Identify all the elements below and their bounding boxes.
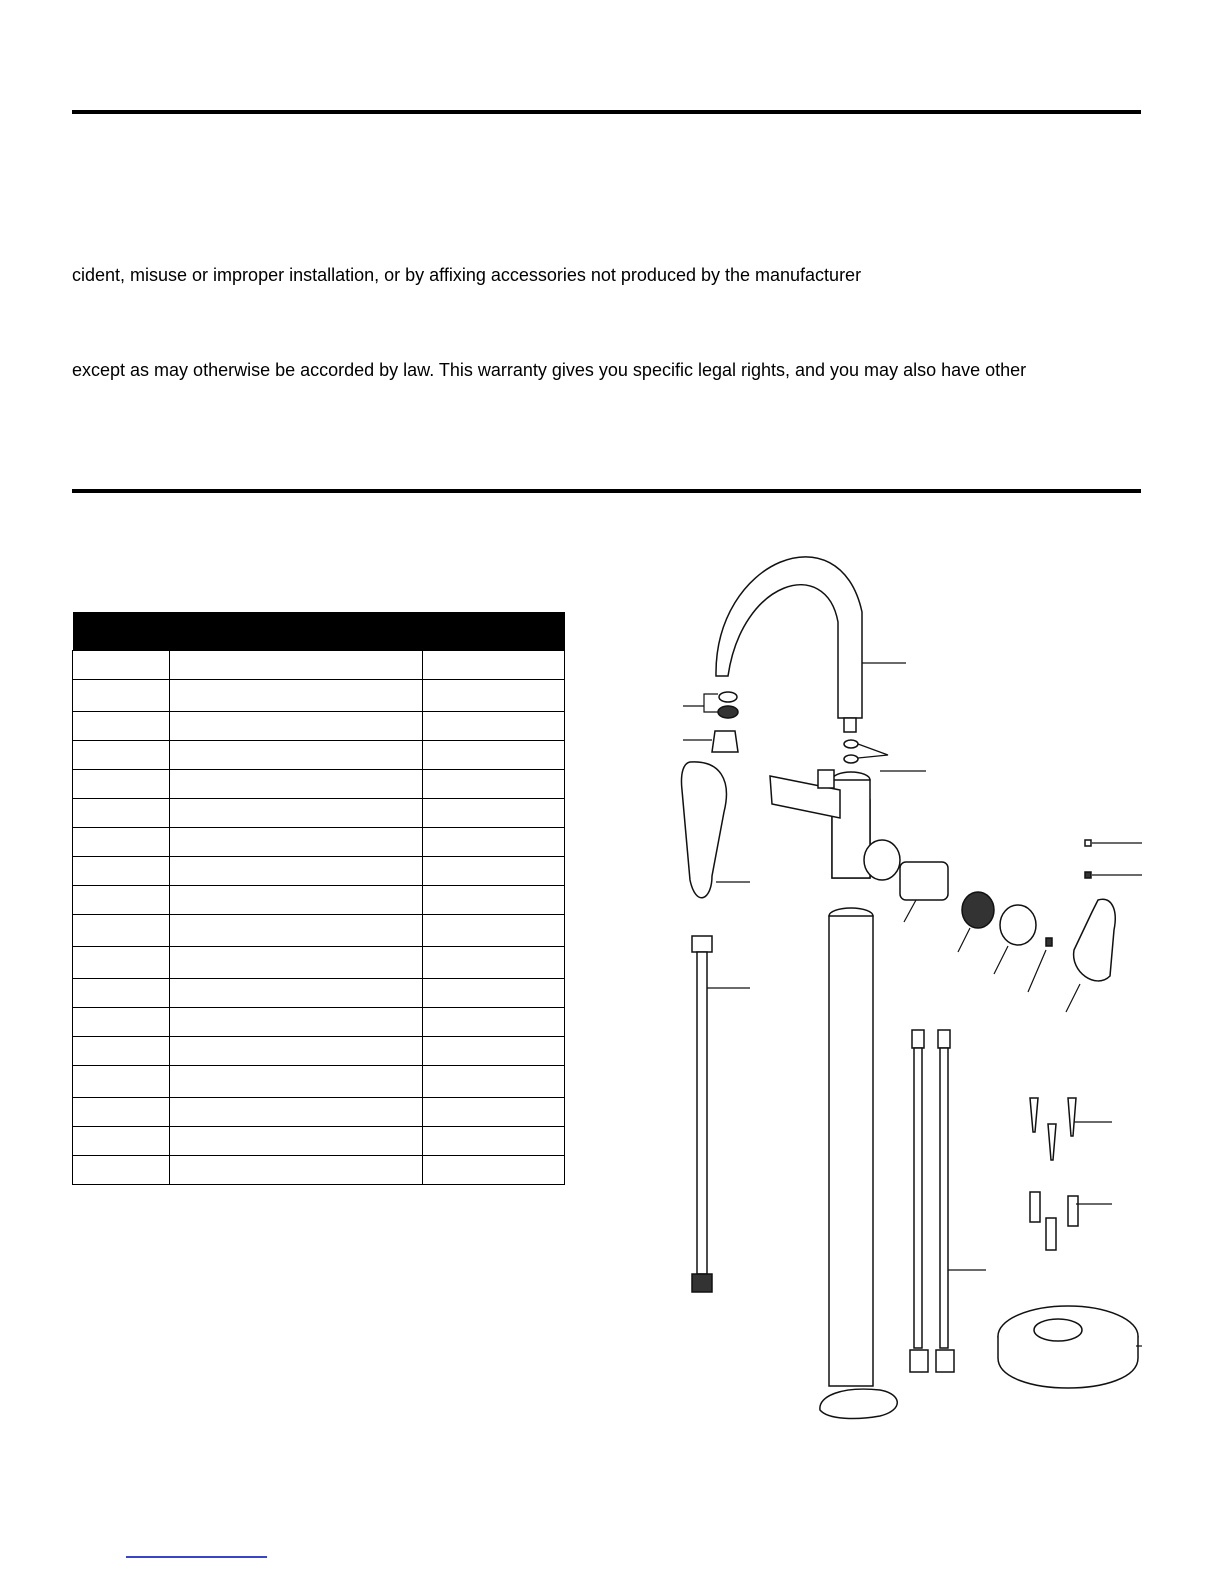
parts-table-row (73, 828, 565, 857)
cell-description (170, 770, 423, 799)
cell-number (73, 828, 170, 857)
cell-quantity (423, 1156, 565, 1185)
cell-description (170, 1127, 423, 1156)
anchor-3 (1046, 1218, 1056, 1250)
leader-nut (958, 928, 970, 952)
cell-quantity (423, 886, 565, 915)
shower-hose-top-nut (692, 936, 712, 952)
clip-part (712, 731, 738, 752)
parts-table-row (73, 741, 565, 770)
cell-number (73, 857, 170, 886)
cell-description (170, 979, 423, 1008)
cell-quantity (423, 651, 565, 680)
parts-table-row (73, 1156, 565, 1185)
cell-description (170, 799, 423, 828)
holder-cradle (818, 770, 834, 788)
parts-table-row (73, 915, 565, 947)
supply-line-right-nut (938, 1030, 950, 1048)
cell-quantity (423, 947, 565, 979)
cell-description (170, 857, 423, 886)
parts-table-row (73, 1127, 565, 1156)
floor-flange-side (998, 1336, 1138, 1388)
top-rule (72, 110, 1141, 114)
cell-number (73, 799, 170, 828)
cell-description (170, 1098, 423, 1127)
cell-number (73, 1127, 170, 1156)
leader-hose-washers (683, 694, 718, 712)
screw-2 (1068, 1098, 1076, 1136)
leader-cap (994, 946, 1008, 974)
cell-description (170, 1037, 423, 1066)
cell-quantity (423, 1127, 565, 1156)
anchor-1 (1030, 1192, 1040, 1222)
cell-quantity (423, 741, 565, 770)
cell-quantity (423, 1066, 565, 1098)
parts-table-row (73, 1098, 565, 1127)
cell-number (73, 712, 170, 741)
cell-description (170, 1156, 423, 1185)
cell-description (170, 947, 423, 979)
header-cell-number (73, 612, 170, 651)
section-rule (72, 489, 1141, 493)
cell-description (170, 915, 423, 947)
parts-table-row (73, 712, 565, 741)
cell-number (73, 680, 170, 712)
cap (1000, 905, 1036, 945)
shower-hose (697, 952, 707, 1274)
cell-number (73, 1037, 170, 1066)
cell-number (73, 915, 170, 947)
cartridge (900, 862, 948, 900)
spout-oring (844, 755, 858, 763)
parts-table-row (73, 770, 565, 799)
cell-quantity (423, 712, 565, 741)
parts-table-row (73, 979, 565, 1008)
cell-description (170, 1066, 423, 1098)
parts-table-row (73, 1066, 565, 1098)
anchor-2 (1068, 1196, 1078, 1226)
cell-number (73, 651, 170, 680)
cell-number (73, 1066, 170, 1098)
cell-quantity (423, 979, 565, 1008)
parts-table-row (73, 1037, 565, 1066)
cell-description (170, 651, 423, 680)
set-screw (1046, 938, 1052, 946)
parts-table-body (73, 651, 565, 1185)
parts-table-row (73, 886, 565, 915)
parts-table-row (73, 1008, 565, 1037)
index-cap-2 (1085, 872, 1091, 878)
hand-shower (681, 762, 726, 898)
parts-table-header (73, 612, 565, 651)
cell-number (73, 741, 170, 770)
parts-table-row (73, 857, 565, 886)
leader-screw (1028, 950, 1046, 992)
screw-3 (1048, 1124, 1056, 1160)
parts-table-row (73, 651, 565, 680)
cell-number (73, 1008, 170, 1037)
riser-base (820, 1389, 897, 1418)
parts-table-row (73, 680, 565, 712)
leader-cartridge (904, 900, 916, 922)
cell-number (73, 1098, 170, 1127)
header-cell-description (170, 612, 423, 651)
riser-pipe (829, 916, 873, 1386)
cell-description (170, 1008, 423, 1037)
screw-1 (1030, 1098, 1038, 1132)
cell-number (73, 770, 170, 799)
cell-description (170, 680, 423, 712)
cell-number (73, 979, 170, 1008)
cell-description (170, 828, 423, 857)
hose-washer (718, 706, 738, 718)
cell-number (73, 886, 170, 915)
valve-outlet (864, 840, 900, 880)
supply-line-right-base (936, 1350, 954, 1372)
cell-description (170, 712, 423, 741)
spout-thread (844, 718, 856, 732)
spout (716, 557, 862, 718)
exploded-parts-diagram (660, 530, 1150, 1430)
parts-table-row (73, 799, 565, 828)
shower-hose-bottom-nut (692, 1274, 712, 1292)
cell-quantity (423, 857, 565, 886)
warranty-text-line-1: cident, misuse or improper installation, or by affixing accessories not produced by the manufacturer (72, 265, 862, 285)
supply-line-left (914, 1048, 922, 1348)
cell-quantity (423, 1037, 565, 1066)
cell-quantity (423, 1098, 565, 1127)
leader-handle (1066, 984, 1080, 1012)
cell-quantity (423, 680, 565, 712)
supply-line-left-base (910, 1350, 928, 1372)
cell-quantity (423, 770, 565, 799)
footer-link[interactable] (126, 1556, 267, 1558)
cell-quantity (423, 799, 565, 828)
cell-description (170, 886, 423, 915)
leader-washers (858, 744, 888, 758)
cell-number (73, 947, 170, 979)
hose-oring (719, 692, 737, 702)
cell-description (170, 741, 423, 770)
floor-flange-hole (1034, 1319, 1082, 1341)
cell-quantity (423, 915, 565, 947)
supply-line-right (940, 1048, 948, 1348)
index-cap-1 (1085, 840, 1091, 846)
header-cell-quantity (423, 612, 565, 651)
parts-table-row (73, 947, 565, 979)
cell-quantity (423, 1008, 565, 1037)
retaining-nut (962, 892, 994, 928)
parts-table (72, 612, 565, 1185)
supply-line-left-nut (912, 1030, 924, 1048)
cell-quantity (423, 828, 565, 857)
warranty-text-line-2: except as may otherwise be accorded by law. This warranty gives you specific legal rights, and you may also have other (72, 360, 1027, 380)
handle (1074, 899, 1116, 981)
spout-washer (844, 740, 858, 748)
cell-number (73, 1156, 170, 1185)
